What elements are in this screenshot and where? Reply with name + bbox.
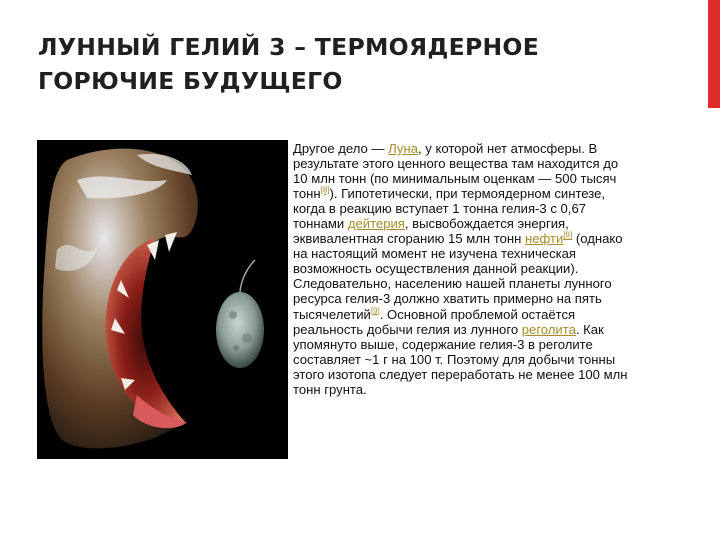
body-text-segment-5: (однако на настоящий момент не изучена техническая возможность осуществления данной реакции). Следовательно, населению нашей планеты лунного ресурса гелия-3 должно хватить примерно на пять тысячелетий	[293, 231, 623, 322]
accent-bar	[708, 0, 720, 108]
earth-creature-eating-moon-image	[37, 140, 288, 459]
body-text-segment-3: ). Гипотетически, при термоядерном синтезе, когда в реакцию вступает 1 тонна гелия-3 с 0,67 тоннами	[293, 186, 606, 232]
slide-title	[38, 30, 678, 98]
moon-link[interactable]: Луна	[388, 141, 418, 156]
earth-creature-illustration-icon	[37, 140, 288, 459]
body-text-segment-1: Другое дело —	[293, 141, 389, 156]
slide-title-line-2: ГОРЮЧИЕ БУДУЩЕГО	[38, 67, 343, 95]
regolith-link[interactable]: реголита	[521, 321, 576, 337]
reference-9-link[interactable]: [9]	[563, 230, 573, 240]
body-text-segment-7: . Как упомянуто выше, содержание гелия-3 в реголите составляет ~1 г на 100 т. Поэтому для добычи тонны этого изотопа следует переработать не менее 100 млн тонн грунта.	[293, 321, 628, 397]
body-text-segment-2: , у которой нет атмосферы. В результате этого ценного вещества там находится до 10 млн тонн (по минимальным оценкам — 500 тысяч тонн	[293, 141, 619, 202]
deuterium-link[interactable]: дейтерия	[347, 216, 405, 232]
reference-8-link[interactable]: [8]	[320, 185, 330, 195]
reference-9-second-link[interactable]: [9]	[370, 306, 380, 316]
body-text-segment-6: . Основной проблемой остаётся реальность добычи гелия из лунного	[293, 306, 576, 337]
body-text-segment-4: , высвобождается энергия, эквивалентная сгоранию 15 млн тонн	[293, 216, 569, 247]
oil-link[interactable]: нефти	[525, 231, 564, 247]
body-paragraph	[293, 141, 633, 397]
slide-title-line-1: ЛУННЫЙ ГЕЛИЙ 3 – ТЕРМОЯДЕРНОЕ	[38, 33, 540, 61]
